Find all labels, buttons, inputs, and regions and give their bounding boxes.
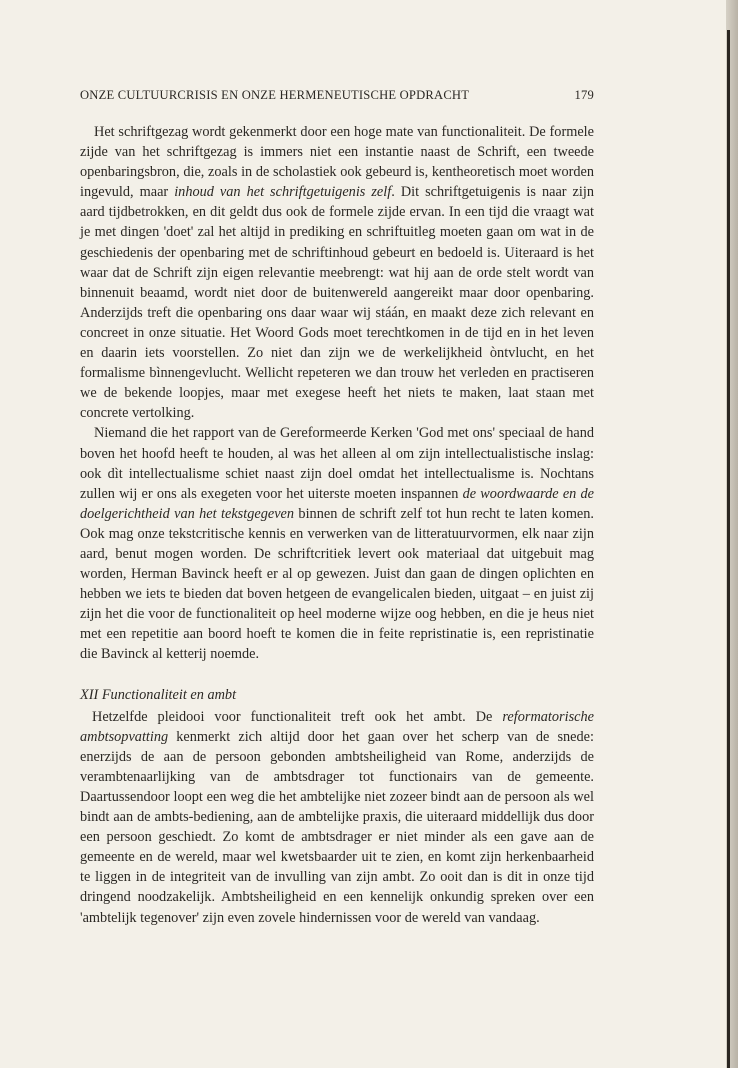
paragraph-2-text-b: binnen de schrift zelf tot hun recht te laten komen. Ook mag onze tekstcritische kennis en verwerken van de litteratuurvormen, elk naar zijn aard, benut mogen worden. De schriftcritiek levert ook materiaal dat uitgebuit mag worden, Herman Bavinck heeft er al op gewezen. Juist dan gaan de dingen oplichten en hebben we iets te bieden dat boven hetgeen de evangelicalen bieden, uitgaat – en juist zij zijn het die voor de functionaliteit op heel moderne wijze oog hebben, en die je heus niet met een repetitie aan boord hoeft te komen die in feite repristinatie is, een repristinatie die Bavinck al ketterij noemde. — [80, 505, 595, 663]
binding-edge-line — [727, 30, 730, 1068]
paragraph-3 — [80, 707, 594, 928]
paragraph-1-text-a: Het schriftgezag wordt gekenmerkt door een hoge mate van functionaliteit. De formele zijde van het schriftgezag is immers niet een instantie naast de Schrift, een tweede openbaringsbron, die, zoals in de scholastiek ook gebeurd is, kentheoretisch moet worden ingevuld, maar — [80, 124, 594, 201]
paragraph-1-emphasis: inhoud van het schriftgetuigenis zelf — [174, 184, 392, 201]
paragraph-3-emphasis: reformatorische ambtsopvatting — [80, 708, 594, 745]
page-body — [80, 122, 594, 928]
running-head — [80, 88, 594, 103]
section-heading: XII Functionaliteit en ambt — [80, 686, 237, 703]
running-head-title: ONZE CULTUURCRISIS EN ONZE HERMENEUTISCHE OPDRACHT — [80, 88, 470, 102]
paragraph-2-emphasis: de woordwaarde en de doelgerichtheid van het tekstgegeven — [80, 485, 594, 522]
paragraph-3-text-a: Hetzelfde pleidooi voor functionaliteit treft ook het ambt. De — [92, 708, 503, 725]
page-number: 179 — [574, 88, 594, 102]
paragraph-1 — [80, 122, 594, 423]
paragraph-3-text-b: kenmerkt zich altijd door het gaan over het scherp van de snede: enerzijds de aan de persoon gebonden ambtsheiligheid van Rome, anderzijds de verambtenaarlijking van de ambtsdrager tot functionairs van de gemeente. Daartussendoor loopt een weg die het ambtelijke niet zozeer bindt aan de persoon als wel bindt aan de ambts-bediening, aan de ambtelijke praxis, die uiteraard middellijk dus door een persoon geschiedt. Zo komt de ambtsdrager er niet minder als een gave aan de gemeente en de wereld, maar wel kwetsbaarder uit te zien, en komt zijn herkenbaarheid te liggen in de integriteit van de invulling van zijn ambt. Zo ooit dan is dit in onze tijd dringend noodzakelijk. Ambtsheiligheid en een kennelijk onkundig spreken over een 'ambtelijk tegenover' zijn even zovele hindernissen voor de wereld van vandaag. — [80, 728, 594, 926]
paragraph-2-text-a: Niemand die het rapport van de Gereformeerde Kerken 'God met ons' speciaal de hand boven het hoofd heeft te houden, al was het alleen al om zijn intellectualistische inslag: ook dìt intellectualisme schiet naast zijn doel omdat het intellectualisme is. Nochtans zullen wij er ons als exegeten voor het uiterste moeten inspannen — [80, 425, 594, 502]
paragraph-1-text-b: . Dit schriftgetuigenis is naar zijn aard tijdbetrokken, en dit geldt dus ook de formele zijde ervan. In een tijd die vraagt wat je met dingen 'doet' zal het altijd in prediking en schriftuitleg moeten gaan om wat in de geschiedenis der openbaring met de schriftinhoud gebeurt en bedoeld is. Uiteraard is het waar dat de Schrift zijn eigen relevantie meebrengt: wat hij aan de orde stelt wordt van binnenuit beaamd, wordt niet door de buitenwereld aangereikt maar door openbaring. Anderzijds treft die openbaring ons daar waar wij stáán, en maakt deze zich relevant en concreet in onze situatie. Het Woord Gods moet terechtkomen in de tijd en in het leven en daarin iets voorstellen. Zo niet dan zijn we de werkelijkheid òntvlucht, en het formalisme bìnnengevlucht. Wellicht repeteren we dan trouw het verleden en practiseren we de bekende loopjes, maar met exegese heeft het niets te maken, laat staan met concrete vertolking. — [80, 184, 594, 422]
paragraph-2 — [80, 423, 594, 664]
